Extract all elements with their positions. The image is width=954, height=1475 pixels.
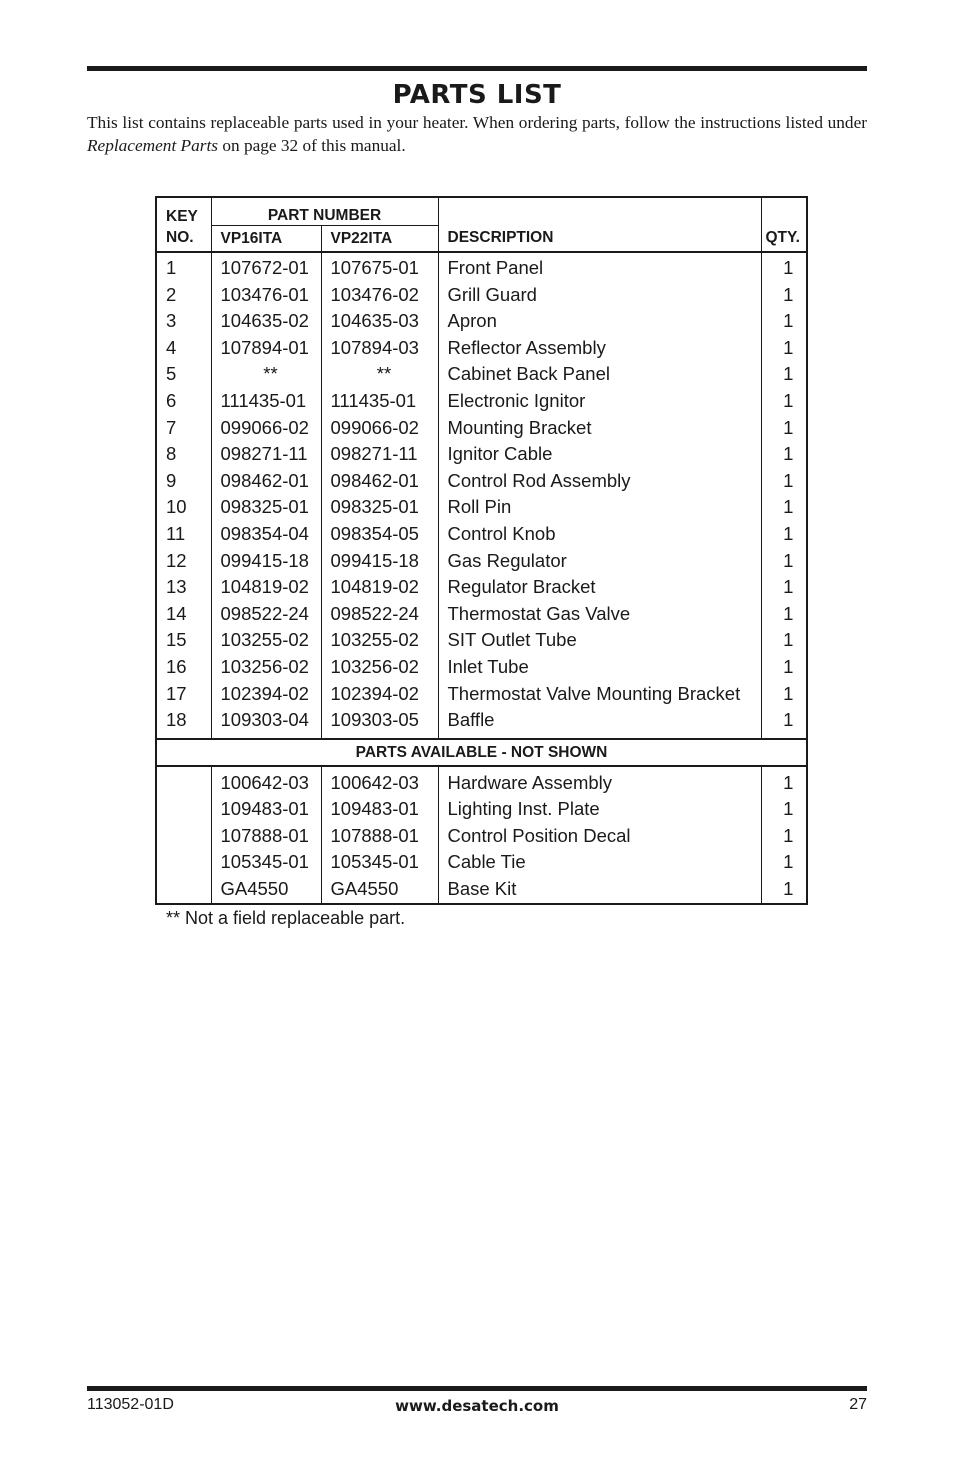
key-number-cell: 10	[166, 496, 187, 518]
qty-cell: 1	[761, 521, 807, 548]
description-cell: Baffle	[438, 707, 761, 739]
table-row	[156, 548, 807, 575]
vp22ita-part-cell: 105345-01	[321, 849, 438, 876]
qty-cell: 1	[761, 441, 807, 468]
key-number-cell	[156, 849, 211, 876]
vp22ita-part-cell: 107675-01	[321, 252, 438, 282]
key-number-cell: 7	[166, 416, 177, 438]
vp16ita-part-cell: 099066-02	[211, 415, 321, 442]
vp22ita-part-cell: 098462-01	[321, 468, 438, 495]
parts-rows	[156, 252, 807, 739]
description-header: DESCRIPTION	[438, 226, 761, 253]
table-row	[156, 796, 807, 823]
table-row	[156, 766, 807, 797]
model-vp22ita-header: VP22ITA	[321, 226, 438, 253]
description-cell: SIT Outlet Tube	[438, 627, 761, 654]
table-row	[156, 388, 807, 415]
table-row	[156, 601, 807, 628]
vp16ita-part-cell: 098354-04	[211, 521, 321, 548]
vp16ita-part-cell: 103256-02	[211, 654, 321, 681]
qty-cell: 1	[761, 388, 807, 415]
vp16ita-part-cell: 107894-01	[211, 335, 321, 362]
qty-cell: 1	[761, 654, 807, 681]
qty-cell: 1	[761, 823, 807, 850]
description-cell: Gas Regulator	[438, 548, 761, 575]
description-cell: Regulator Bracket	[438, 574, 761, 601]
table-row	[156, 308, 807, 335]
key-number-cell: 3	[166, 310, 177, 332]
description-cell: Cable Tie	[438, 849, 761, 876]
vp16ita-part-cell: 111435-01	[211, 388, 321, 415]
description-cell: Mounting Bracket	[438, 415, 761, 442]
key-number-cell: 13	[166, 576, 187, 598]
extra-parts-rows	[156, 766, 807, 904]
qty-cell: 1	[761, 627, 807, 654]
vp16ita-part-cell: 098271-11	[211, 441, 321, 468]
key-number-cell: 2	[166, 283, 177, 305]
vp16ita-part-cell: 098325-01	[211, 494, 321, 521]
qty-cell: 1	[761, 681, 807, 708]
description-cell: Control Knob	[438, 521, 761, 548]
description-cell: Base Kit	[438, 876, 761, 904]
qty-cell: 1	[761, 468, 807, 495]
intro-text-end: on page 32 of this manual.	[218, 136, 406, 155]
vp16ita-part-cell: 099415-18	[211, 548, 321, 575]
page-number: 27	[849, 1396, 867, 1413]
vp22ita-part-cell: 107888-01	[321, 823, 438, 850]
qty-cell: 1	[761, 876, 807, 904]
table-row	[156, 627, 807, 654]
key-number-cell: 1	[166, 257, 177, 278]
key-number-cell: 4	[166, 336, 177, 358]
qty-cell: 1	[761, 252, 807, 282]
qty-cell: 1	[761, 574, 807, 601]
vp22ita-part-cell: 109303-05	[321, 707, 438, 739]
intro-text-italic: Replacement Parts	[87, 136, 219, 155]
vp16ita-part-cell: 107672-01	[211, 252, 321, 282]
vp22ita-part-cell: 099066-02	[321, 415, 438, 442]
vp16ita-part-cell: 103255-02	[211, 627, 321, 654]
table-row	[156, 876, 807, 904]
table-row	[156, 415, 807, 442]
vp22ita-part-cell: 099415-18	[321, 548, 438, 575]
table-row	[156, 823, 807, 850]
qty-cell: 1	[761, 766, 807, 797]
key-header: KEY	[166, 207, 198, 225]
footnote: ** Not a field replaceable part.	[166, 908, 406, 928]
vp16ita-part-cell: 098462-01	[211, 468, 321, 495]
page-title: PARTS LIST	[392, 80, 562, 110]
table-row	[156, 252, 807, 282]
vp22ita-part-cell: 098354-05	[321, 521, 438, 548]
qty-cell: 1	[761, 796, 807, 823]
qty-cell: 1	[761, 707, 807, 739]
table-row	[156, 681, 807, 708]
table-row	[156, 441, 807, 468]
vp22ita-part-cell: 103255-02	[321, 627, 438, 654]
key-number-cell: 5	[166, 363, 177, 385]
vp22ita-part-cell: 103256-02	[321, 654, 438, 681]
description-header-spacer	[438, 197, 761, 226]
table-row	[156, 654, 807, 681]
key-number-cell: 16	[166, 655, 187, 677]
section-header-not-shown: PARTS AVAILABLE - NOT SHOWN	[156, 739, 807, 766]
vp22ita-part-cell: 107894-03	[321, 335, 438, 362]
description-cell: Hardware Assembly	[438, 766, 761, 797]
description-cell: Inlet Tube	[438, 654, 761, 681]
description-cell: Grill Guard	[438, 282, 761, 309]
key-number-cell: 15	[166, 629, 187, 651]
description-cell: Front Panel	[438, 252, 761, 282]
description-cell: Lighting Inst. Plate	[438, 796, 761, 823]
vp22ita-part-cell: 098271-11	[321, 441, 438, 468]
vp16ita-part-cell: 109483-01	[211, 796, 321, 823]
table-row	[156, 468, 807, 495]
vp22ita-part-cell: 102394-02	[321, 681, 438, 708]
description-cell: Thermostat Valve Mounting Bracket	[438, 681, 761, 708]
qty-cell: 1	[761, 494, 807, 521]
website-link[interactable]: www.desatech.com	[395, 1397, 559, 1415]
qty-cell: 1	[761, 308, 807, 335]
table-row	[156, 282, 807, 309]
parts-table	[155, 196, 808, 905]
key-number-cell: 9	[166, 469, 177, 491]
key-number-cell: 17	[166, 682, 187, 704]
vp22ita-part-cell: 111435-01	[321, 388, 438, 415]
vp16ita-part-cell: 102394-02	[211, 681, 321, 708]
vp16ita-part-cell: 107888-01	[211, 823, 321, 850]
key-number-cell	[156, 876, 211, 904]
description-cell: Apron	[438, 308, 761, 335]
qty-cell: 1	[761, 548, 807, 575]
vp22ita-part-cell: 098522-24	[321, 601, 438, 628]
key-number-cell: 8	[166, 443, 177, 465]
description-cell: Cabinet Back Panel	[438, 361, 761, 388]
vp16ita-part-cell: 104635-02	[211, 308, 321, 335]
qty-header: QTY.	[761, 226, 807, 253]
bottom-rule	[87, 1386, 867, 1391]
table-row	[156, 335, 807, 362]
qty-cell: 1	[761, 415, 807, 442]
vp22ita-part-cell: 098325-01	[321, 494, 438, 521]
description-cell: Electronic Ignitor	[438, 388, 761, 415]
key-no-header: NO.	[156, 226, 211, 253]
vp16ita-part-cell: 098522-24	[211, 601, 321, 628]
table-row	[156, 494, 807, 521]
key-number-cell: 6	[166, 389, 177, 411]
part-number-header: PART NUMBER	[211, 197, 438, 226]
qty-cell: 1	[761, 335, 807, 362]
doc-number: 113052-01D	[87, 1396, 174, 1413]
vp22ita-part-cell: 103476-02	[321, 282, 438, 309]
qty-cell: 1	[761, 601, 807, 628]
vp22ita-part-cell: 104635-03	[321, 308, 438, 335]
top-rule	[87, 66, 867, 71]
qty-header-spacer	[761, 197, 807, 226]
key-number-cell	[156, 823, 211, 850]
key-number-cell: 11	[166, 522, 186, 544]
key-number-cell: 12	[166, 549, 187, 571]
description-cell: Thermostat Gas Valve	[438, 601, 761, 628]
key-number-cell: 14	[166, 602, 187, 624]
description-cell: Ignitor Cable	[438, 441, 761, 468]
key-number-cell: 18	[166, 709, 187, 731]
model-vp16ita-header: VP16ITA	[211, 226, 321, 253]
table-row	[156, 361, 807, 388]
table-row	[156, 521, 807, 548]
qty-cell: 1	[761, 282, 807, 309]
table-row	[156, 574, 807, 601]
vp16ita-part-cell: 109303-04	[211, 707, 321, 739]
table-row	[156, 849, 807, 876]
qty-cell: 1	[761, 849, 807, 876]
vp22ita-part-cell: 100642-03	[321, 766, 438, 797]
vp22ita-part-cell: GA4550	[321, 876, 438, 904]
key-number-cell	[156, 766, 211, 797]
vp16ita-part-cell: 105345-01	[211, 849, 321, 876]
intro-text-start: This list contains replaceable parts used in your heater. When ordering parts, follow the instructions listed under	[87, 113, 867, 132]
vp22ita-part-cell: 109483-01	[321, 796, 438, 823]
vp16ita-part-cell: 100642-03	[211, 766, 321, 797]
key-number-cell	[156, 796, 211, 823]
vp16ita-part-cell: 104819-02	[211, 574, 321, 601]
description-cell: Roll Pin	[438, 494, 761, 521]
vp22ita-part-cell: 104819-02	[321, 574, 438, 601]
qty-cell: 1	[761, 361, 807, 388]
vp16ita-part-cell: GA4550	[211, 876, 321, 904]
table-row	[156, 707, 807, 739]
vp22ita-part-cell: **	[321, 361, 438, 388]
description-cell: Control Rod Assembly	[438, 468, 761, 495]
description-cell: Reflector Assembly	[438, 335, 761, 362]
vp16ita-part-cell: 103476-01	[211, 282, 321, 309]
vp16ita-part-cell: **	[211, 361, 321, 388]
intro-paragraph	[87, 111, 867, 157]
description-cell: Control Position Decal	[438, 823, 761, 850]
